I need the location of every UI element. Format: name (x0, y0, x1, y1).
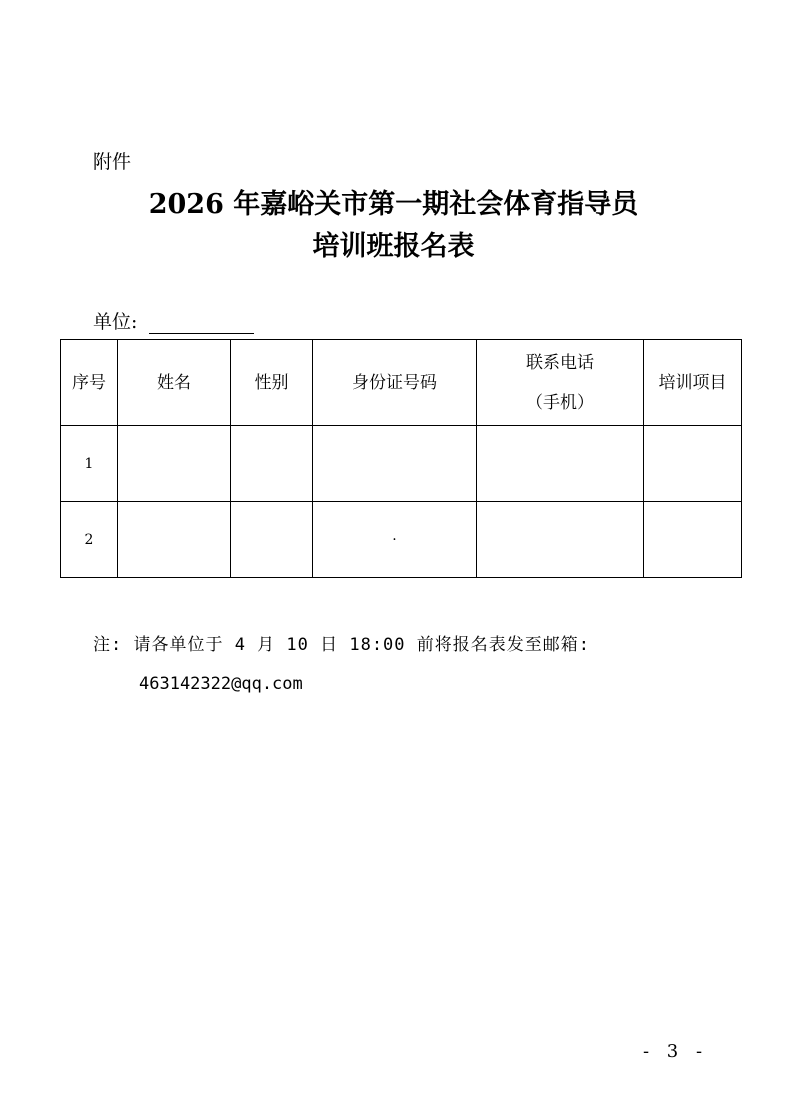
submission-note: 注: 请各单位于 4 月 10 日 18:00 前将报名表发至邮箱: (93, 635, 590, 655)
unit-label: 单位: (93, 311, 138, 333)
cell-seq: 1 (61, 426, 118, 502)
cell-name[interactable] (118, 502, 231, 578)
table-header-row (61, 340, 742, 426)
registration-table (60, 339, 742, 578)
cell-gender[interactable] (231, 502, 313, 578)
header-name: 姓名 (118, 340, 231, 426)
cell-name[interactable] (118, 426, 231, 502)
cell-id-number[interactable] (313, 426, 477, 502)
cell-phone[interactable] (477, 426, 644, 502)
cell-training-item[interactable] (644, 426, 742, 502)
header-id-number: 身份证号码 (313, 340, 477, 426)
attachment-label: 附件 (93, 151, 132, 173)
submission-email: 463142322@qq.com (139, 674, 303, 694)
cell-gender[interactable] (231, 426, 313, 502)
form-title-line2: 培训班报名表 (312, 231, 475, 262)
form-title-line1: 2026 年嘉峪关市第一期社会体育指导员 (148, 189, 639, 220)
header-gender: 性别 (231, 340, 313, 426)
header-phone-line2: （手机） (526, 392, 594, 413)
cell-training-item[interactable] (644, 502, 742, 578)
header-phone-line1: 联系电话 (526, 352, 594, 373)
unit-blank-line (149, 313, 254, 334)
unit-field (93, 307, 254, 334)
page-number: - 3 - (643, 1041, 709, 1062)
cell-seq: 2 (61, 502, 118, 578)
cell-id-number[interactable]: · (313, 502, 477, 578)
table-row (61, 502, 742, 578)
cell-phone[interactable] (477, 502, 644, 578)
header-training-item: 培训项目 (644, 340, 742, 426)
header-seq: 序号 (61, 340, 118, 426)
table-row (61, 426, 742, 502)
header-phone (477, 340, 644, 426)
